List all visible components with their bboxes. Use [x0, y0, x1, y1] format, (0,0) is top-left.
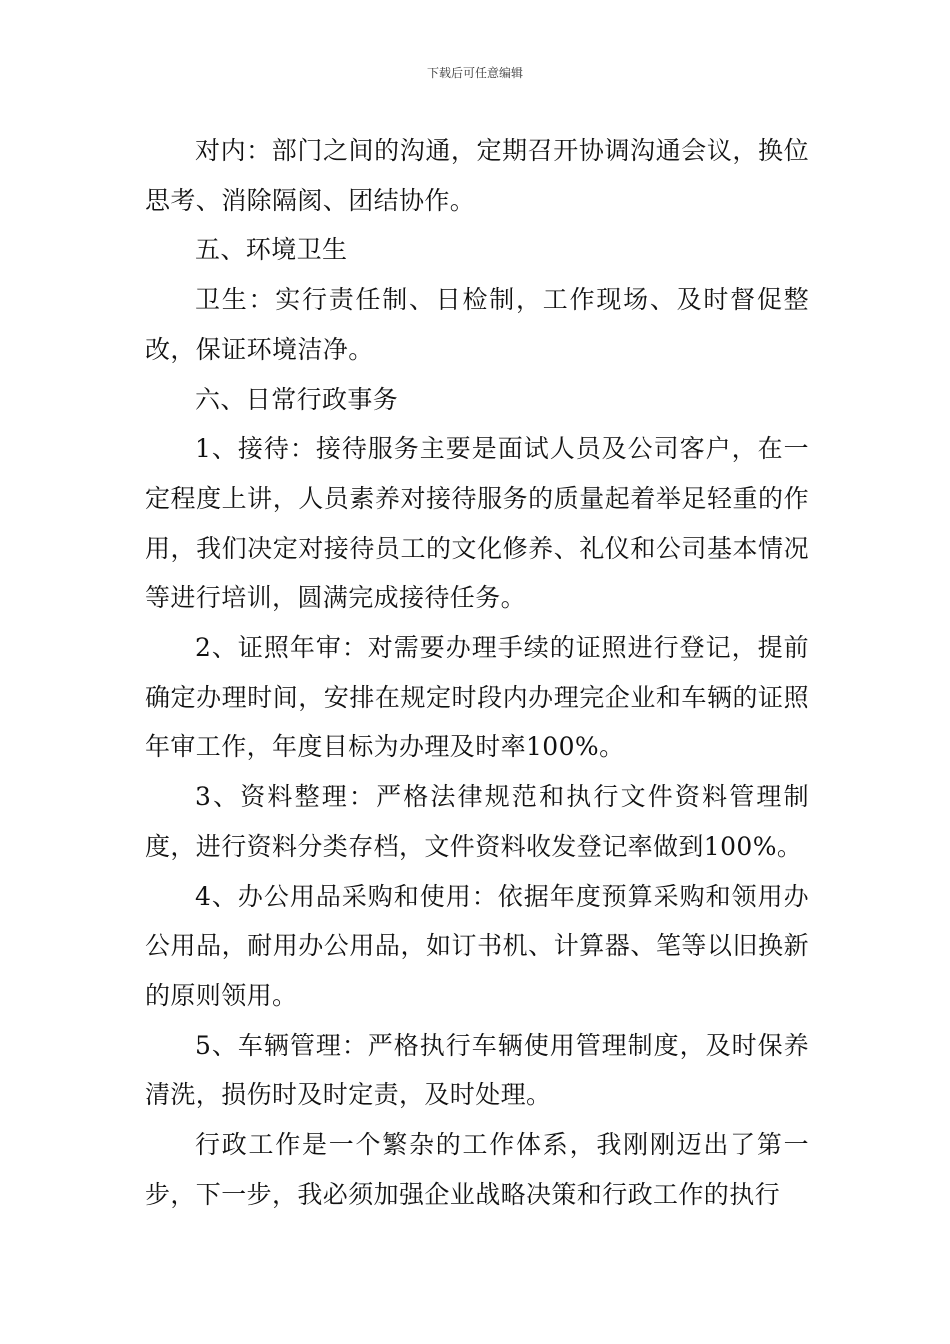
paragraph-vehicle-management: 5、车辆管理：严格执行车辆使用管理制度，及时保养清洗，损伤时及时定责，及时处理。	[145, 1030, 809, 1110]
document-body	[145, 126, 809, 1219]
paragraph-hygiene: 卫生：实行责任制、日检制，工作现场、及时督促整改，保证环境洁净。	[145, 285, 809, 364]
paragraph-internal-communication: 对内：部门之间的沟通，定期召开协调沟通会议，换位思考、消除隔阂、团结协作。	[145, 136, 809, 215]
paragraph-office-supplies: 4、办公用品采购和使用：依据年度预算采购和领用办公用品，耐用办公用品，如订书机、计算器、笔等以旧换新的原则领用。	[145, 881, 809, 1010]
page-header-note: 下载后可任意编辑	[426, 66, 523, 80]
paragraph-reception: 1、接待：接待服务主要是面试人员及公司客户，在一定程度上讲，人员素养对接待服务的质量起着举足轻重的作用，我们决定对接待员工的文化修养、礼仪和公司基本情况等进行培训，圆满完成接待任务。	[145, 434, 809, 613]
paragraph-license-review: 2、证照年审：对需要办理手续的证照进行登记，提前确定办理时间，安排在规定时段内办理完企业和车辆的证照年审工作，年度目标为办理及时率100%。	[145, 633, 809, 762]
paragraph-document-management: 3、资料整理：严格法律规范和执行文件资料管理制度，进行资料分类存档，文件资料收发登记率做到100%。	[145, 782, 809, 861]
heading-environment-hygiene: 五、环境卫生	[195, 235, 348, 265]
heading-daily-admin-affairs: 六、日常行政事务	[195, 384, 399, 414]
paragraph-conclusion: 行政工作是一个繁杂的工作体系，我刚刚迈出了第一步，下一步，我必须加强企业战略决策和行政工作的执行	[145, 1130, 809, 1209]
